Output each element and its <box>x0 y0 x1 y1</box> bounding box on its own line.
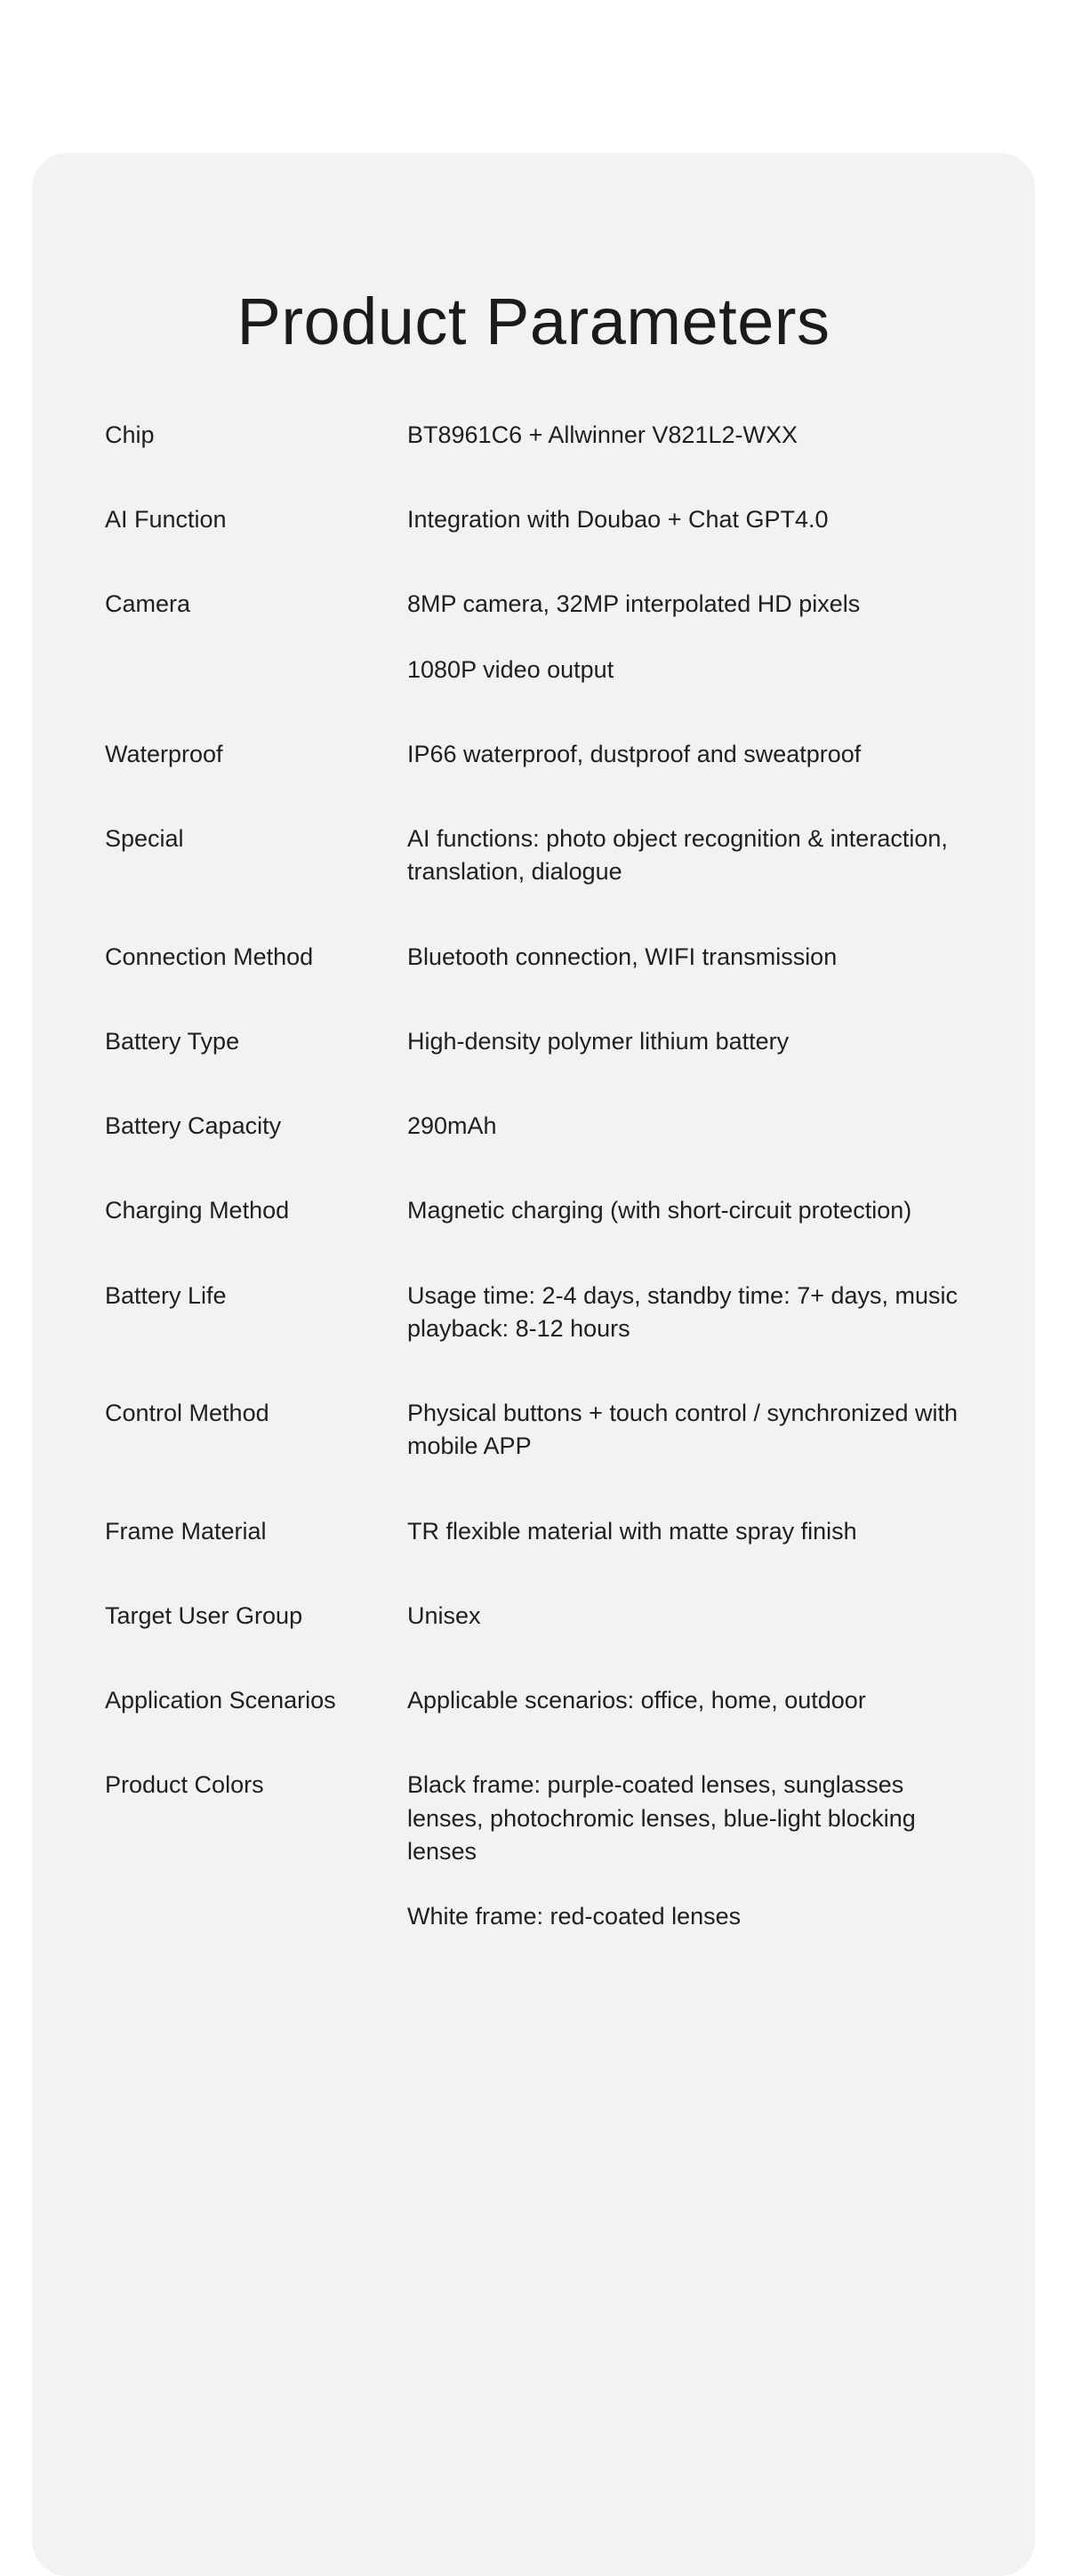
spec-value-line: Unisex <box>407 1601 481 1629</box>
table-row <box>32 1397 1035 1464</box>
row-spacer-cell <box>32 686 1035 738</box>
row-spacer-cell <box>32 771 1035 823</box>
row-spacer-cell <box>32 1058 1035 1110</box>
spec-value-line: Black frame: purple-coated lenses, sunglasses lenses, photochromic lenses, blue-light blocking lenses <box>407 1771 916 1865</box>
spec-value <box>407 738 1035 771</box>
row-spacer-cell <box>32 1345 1035 1397</box>
row-spacer-cell <box>32 1143 1035 1194</box>
spec-value-line: AI functions: photo object recognition & interaction, translation, dialogue <box>407 825 948 886</box>
row-spacer <box>32 1464 1035 1515</box>
spec-value <box>407 1600 1035 1633</box>
spec-label: Battery Capacity <box>105 1112 282 1140</box>
spec-value <box>407 941 1035 974</box>
row-spacer-cell <box>32 1548 1035 1600</box>
table-row <box>32 1769 1035 1933</box>
table-row <box>32 1600 1035 1633</box>
spec-value-line: White frame: red-coated lenses <box>407 1903 742 1930</box>
spec-value <box>407 1515 1035 1548</box>
spec-label: Frame Material <box>105 1517 267 1545</box>
spec-value-line: TR flexible material with matte spray finish <box>407 1517 857 1545</box>
spec-value-line: 1080P video output <box>407 655 614 683</box>
spec-label: Waterproof <box>105 740 223 767</box>
table-row <box>32 1194 1035 1227</box>
row-spacer <box>32 536 1035 588</box>
row-spacer <box>32 771 1035 823</box>
table-row <box>32 823 1035 889</box>
spec-value-line: 290mAh <box>407 1112 497 1140</box>
spec-label: Camera <box>105 590 191 618</box>
row-spacer-cell <box>32 1717 1035 1769</box>
spec-label: Battery Type <box>105 1027 240 1055</box>
row-spacer <box>32 1228 1035 1280</box>
spec-value-line: Usage time: 2-4 days, standby time: 7+ days, music playback: 8-12 hours <box>407 1281 959 1342</box>
row-spacer <box>32 1633 1035 1684</box>
spec-value <box>407 1110 1035 1143</box>
specifications-body <box>32 419 1035 1934</box>
table-row <box>32 1110 1035 1143</box>
spec-value <box>407 588 1035 686</box>
table-row <box>32 588 1035 686</box>
spec-value <box>407 1684 1035 1717</box>
spec-value-line: BT8961C6 + Allwinner V821L2-WXX <box>407 421 798 448</box>
row-spacer-cell <box>32 889 1035 941</box>
spec-value <box>407 503 1035 536</box>
row-spacer <box>32 1058 1035 1110</box>
row-spacer-cell <box>32 1228 1035 1280</box>
spec-label: Connection Method <box>105 943 314 970</box>
row-spacer <box>32 452 1035 503</box>
spec-value <box>407 1280 1035 1346</box>
spec-label: AI Function <box>105 506 227 534</box>
row-spacer-cell <box>32 1633 1035 1684</box>
spec-value <box>407 1397 1035 1464</box>
table-row <box>32 503 1035 536</box>
spec-value-line: Integration with Doubao + Chat GPT4.0 <box>407 506 829 534</box>
spec-value <box>407 1025 1035 1058</box>
table-row <box>32 738 1035 771</box>
spec-value-line: High-density polymer lithium battery <box>407 1027 790 1055</box>
row-spacer-cell <box>32 452 1035 503</box>
table-row <box>32 419 1035 452</box>
spec-label: Charging Method <box>105 1197 290 1224</box>
table-row <box>32 941 1035 974</box>
row-spacer <box>32 1548 1035 1600</box>
table-row <box>32 1684 1035 1717</box>
spec-label: Chip <box>105 421 155 448</box>
spec-value-line: Physical buttons + touch control / synchronized with mobile APP <box>407 1400 959 1460</box>
row-spacer <box>32 686 1035 738</box>
table-row <box>32 1515 1035 1548</box>
row-spacer <box>32 974 1035 1025</box>
spec-value-line: Magnetic charging (with short-circuit protection) <box>407 1197 912 1224</box>
spec-value <box>407 823 1035 889</box>
spec-label: Product Colors <box>105 1771 264 1799</box>
spec-label: Control Method <box>105 1400 269 1427</box>
spec-label: Special <box>105 825 184 853</box>
table-row <box>32 1025 1035 1058</box>
spec-value <box>407 419 1035 452</box>
table-row <box>32 1280 1035 1346</box>
spec-value-line: Bluetooth connection, WIFI transmission <box>407 943 838 970</box>
row-spacer <box>32 1143 1035 1194</box>
spec-value <box>407 1769 1035 1933</box>
spec-value-line: 8MP camera, 32MP interpolated HD pixels <box>407 590 861 618</box>
row-spacer <box>32 1717 1035 1769</box>
row-spacer-cell <box>32 974 1035 1025</box>
spec-label: Application Scenarios <box>105 1687 336 1714</box>
spec-value-line: IP66 waterproof, dustproof and sweatproof <box>407 740 862 767</box>
row-spacer-cell <box>32 1464 1035 1515</box>
spec-label: Battery Life <box>105 1281 227 1309</box>
spec-value-line: Applicable scenarios: office, home, outdoor <box>407 1687 866 1714</box>
specifications-table <box>32 419 1035 1934</box>
product-parameters-card <box>32 153 1035 2576</box>
row-spacer-cell <box>32 536 1035 588</box>
page-title: Product Parameters <box>237 285 830 358</box>
row-spacer <box>32 889 1035 941</box>
spec-value <box>407 1194 1035 1227</box>
spec-label: Target User Group <box>105 1601 303 1629</box>
row-spacer <box>32 1345 1035 1397</box>
